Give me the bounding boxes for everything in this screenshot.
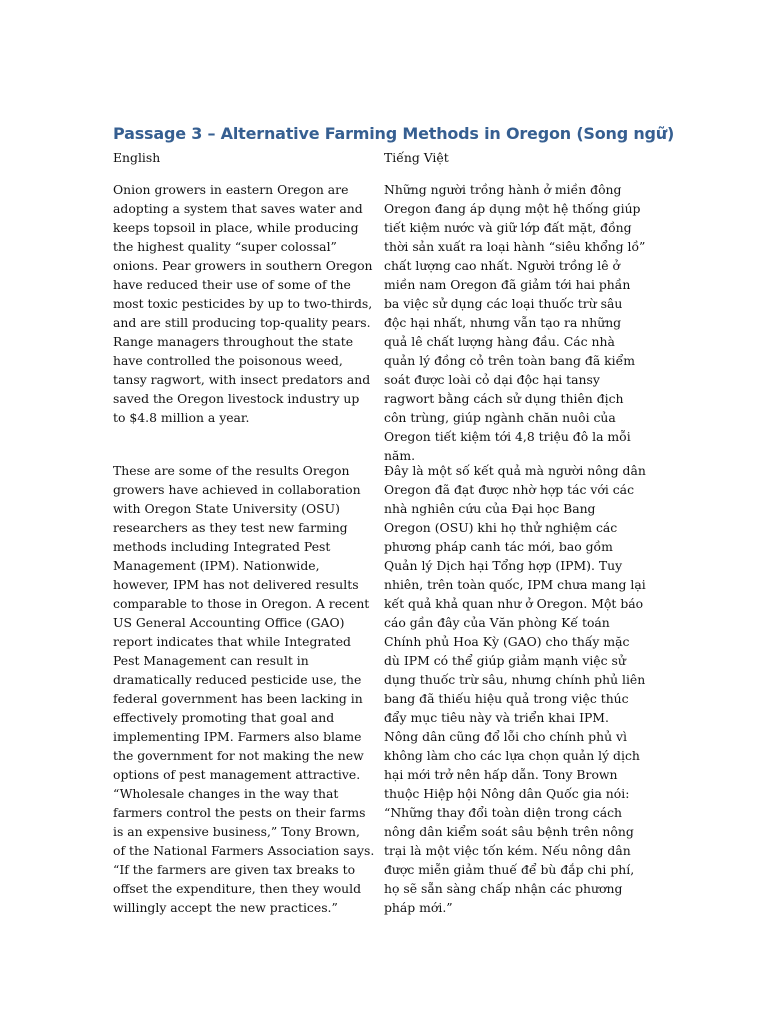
vietnamese-paragraph-2-cell — [384, 461, 646, 917]
english-paragraph-2-cell — [113, 461, 375, 917]
vietnamese-header-label: Tiếng Việt — [384, 150, 449, 165]
english-paragraph-2: These are some of the results Oregon growers have achieved in collaboration with Oregon State University (OSU) researchers as they test new farming methods including Integrated Pest Management (IPM). Nationwide, however, IPM has not delivered results comparable to those in Oregon. A recent US General Accounting Office (GAO) report indicates that while Integrated Pest Management can result in dramatically reduced pesticide use, the federal government has been lacking in effectively promoting that goal and implementing IPM. Farmers also blame the government for not making the new options of pest management attractive. “Wholesale changes in the way that farmers control the pests on their farms is an expensive business,” Tony Brown, of the National Farmers Association says. “If the farmers are given tax breaks to offset the expenditure, then they would willingly accept the new practices.” — [113, 463, 375, 915]
vietnamese-column-header — [384, 148, 646, 167]
english-header-label: English — [113, 150, 161, 165]
vietnamese-paragraph-1-cell — [384, 180, 646, 465]
vietnamese-paragraph-1: Những người trồng hành ở miền đông Oregon đang áp dụng một hệ thống giúp tiết kiệm nước và giữ lớp đất mặt, đồng thời sản xuất ra loại hành “siêu khổng lồ” chất lượng cao nhất. Người trồng lê ở miền nam Oregon đã giảm tới hai phần ba việc sử dụng các loại thuốc trừ sâu độc hại nhất, nhưng vẫn tạo ra những quả lê chất lượng hàng đầu. Các nhà quản lý đồng cỏ trên toàn bang đã kiểm soát được loài cỏ dại độc hại tansy ragwort bằng cách sử dụng thiên địch côn trùng, giúp ngành chăn nuôi của Oregon tiết kiệm tới 4,8 triệu đô la mỗi năm. — [384, 182, 646, 463]
english-paragraph-1-cell — [113, 180, 375, 427]
vietnamese-paragraph-2: Đây là một số kết quả mà người nông dân Oregon đã đạt được nhờ hợp tác với các nhà nghiên cứu của Đại học Bang Oregon (OSU) khi họ thử nghiệm các phương pháp canh tác mới, bao gồm Quản lý Dịch hại Tổng hợp (IPM). Tuy nhiên, trên toàn quốc, IPM chưa mang lại kết quả khả quan như ở Oregon. Một báo cáo gần đây của Văn phòng Kế toán Chính phủ Hoa Kỳ (GAO) cho thấy mặc dù IPM có thể giúp giảm mạnh việc sử dụng thuốc trừ sâu, nhưng chính phủ liên bang đã thiếu hiệu quả trong việc thúc đẩy mục tiêu này và triển khai IPM. Nông dân cũng đổ lỗi cho chính phủ vì không làm cho các lựa chọn quản lý dịch hại mới trở nên hấp dẫn. Tony Brown thuộc Hiệp hội Nông dân Quốc gia nói: “Những thay đổi toàn diện trong cách nông dân kiểm soát sâu bệnh trên nông trại là một việc tốn kém. Nếu nông dân được miễn giảm thuế để bù đắp chi phí, họ sẽ sẵn sàng chấp nhận các phương pháp mới.” — [384, 463, 646, 915]
passage-title: Passage 3 – Alternative Farming Methods in Oregon (Song ngữ) — [113, 124, 675, 143]
english-paragraph-1: Onion growers in eastern Oregon are adopting a system that saves water and keeps topsoil in place, while producing the highest quality “super colossal” onions. Pear growers in southern Oregon have reduced their use of some of the most toxic pesticides by up to two-thirds, and are still producing top-quality pears. Range managers throughout the state have controlled the poisonous weed, tansy ragwort, with insect predators and saved the Oregon livestock industry up to $4.8 million a year. — [113, 182, 373, 425]
english-column-header — [113, 148, 375, 167]
